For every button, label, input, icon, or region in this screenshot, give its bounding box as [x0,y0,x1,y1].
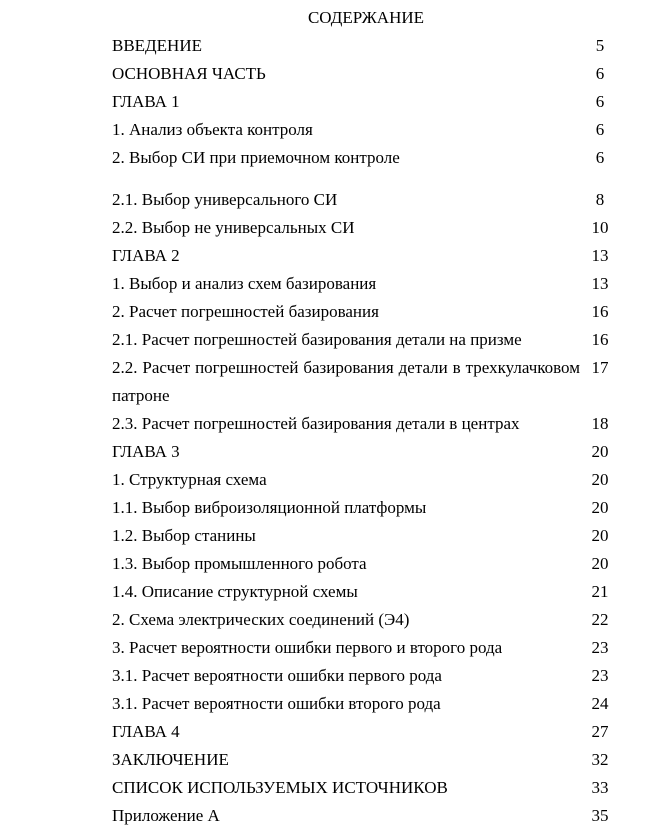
toc-entry-title: 3.1. Расчет вероятности ошибки первого рода [112,666,442,685]
toc-entry-title: СПИСОК ИСПОЛЬЗУЕМЫХ ИСТОЧНИКОВ [112,778,448,797]
toc-entry-page-number: 22 [591,610,609,629]
toc-entry-page-number: 21 [591,582,609,601]
toc-entry [112,410,620,438]
toc-entry-title: 3.1. Расчет вероятности ошибки второго рода [112,694,441,713]
toc-entry-page-number: 10 [591,218,609,237]
toc-entry [112,578,620,606]
toc-entry [112,522,620,550]
toc-entry [112,298,620,326]
toc-entry [112,438,620,466]
toc-entry [112,32,620,60]
toc-entry-page-number: 27 [591,722,609,741]
toc-entry [112,116,620,144]
toc-entry-title: Приложение А [112,806,220,825]
toc-entry-title: 1. Выбор и анализ схем базирования [112,274,377,293]
toc-entry-title: 2.1. Расчет погрешностей базирования детали на призме [112,330,522,349]
toc-entry [112,662,620,690]
toc-entry-page-number: 16 [591,302,609,321]
toc-entry-page-number: 20 [591,526,609,545]
toc-entry-title: 1.1. Выбор виброизоляционной платформы [112,498,427,517]
toc-entry-title: 3. Расчет вероятности ошибки первого и второго рода [112,638,503,657]
toc-entry-page-number: 6 [595,64,605,83]
toc-entry-page-number: 20 [591,442,609,461]
toc-entry-title: ВВЕДЕНИЕ [112,36,202,55]
toc-entry-title: ЗАКЛЮЧЕНИЕ [112,750,229,769]
toc-entry-page-number: 24 [591,694,609,713]
toc-entry [112,718,620,746]
toc-entry-title: 1.3. Выбор промышленного робота [112,554,367,573]
toc-entry-page-number: 13 [591,274,609,293]
toc-entry-title: ГЛАВА 3 [112,442,180,461]
page-title: СОДЕРЖАНИЕ [307,8,425,27]
toc-list [112,32,620,830]
toc-entry-page-number: 20 [591,554,609,573]
toc-entry [112,88,620,116]
toc-entry [112,242,620,270]
toc-entry-page-number: 6 [595,92,605,111]
toc-entry [112,326,620,354]
toc-entry-page-number: 13 [591,246,609,265]
toc-entry-title: ГЛАВА 2 [112,246,180,265]
toc-entry [112,214,620,242]
toc-entry-title: 1. Структурная схема [112,470,267,489]
toc-entry-title: ГЛАВА 1 [112,92,180,111]
toc-entry-page-number: 8 [595,190,605,209]
toc-entry-title: 2.2. Расчет погрешностей базирования детали в трехкулачковом патроне [112,358,580,405]
toc-entry [112,550,620,578]
toc-entry-page-number: 6 [595,148,605,167]
toc-entry [112,270,620,298]
toc-entry [112,774,620,802]
toc-entry-title: 1. Анализ объекта контроля [112,120,313,139]
toc-entry-title: 1.4. Описание структурной схемы [112,582,358,601]
toc-entry-page-number: 23 [591,666,609,685]
toc-entry [112,60,620,88]
toc-entry-page-number: 33 [591,778,609,797]
toc-entry-page-number: 16 [591,330,609,349]
toc-entry [112,746,620,774]
toc-entry-title: 2. Схема электрических соединений (Э4) [112,610,410,629]
toc-entry [112,634,620,662]
toc-entry-title: ОСНОВНАЯ ЧАСТЬ [112,64,266,83]
toc-entry-title: 2.3. Расчет погрешностей базирования детали в центрах [112,414,520,433]
toc-entry [112,144,620,172]
toc-entry-title: 2.2. Выбор не универсальных СИ [112,218,355,237]
toc-entry-page-number: 32 [591,750,609,769]
toc-entry [112,354,620,410]
toc-entry-page-number: 23 [591,638,609,657]
toc-entry [112,690,620,718]
toc-entry-page-number: 20 [591,470,609,489]
toc-entry-title: 1.2. Выбор станины [112,526,256,545]
toc-entry-page-number: 5 [595,36,605,55]
toc-entry [112,186,620,214]
toc-entry-title: 2. Расчет погрешностей базирования [112,302,379,321]
toc-entry [112,494,620,522]
toc-entry-page-number: 18 [591,414,609,433]
toc-entry-page-number: 6 [595,120,605,139]
toc-entry-page-number: 35 [591,806,609,825]
toc-entry-title: ГЛАВА 4 [112,722,180,741]
toc-entry-page-number: 20 [591,498,609,517]
toc-entry [112,606,620,634]
toc-entry-title: 2. Выбор СИ при приемочном контроле [112,148,400,167]
toc-entry [112,802,620,830]
toc-entry-page-number: 17 [591,358,609,377]
toc-entry-title: 2.1. Выбор универсального СИ [112,190,338,209]
toc-entry [112,466,620,494]
